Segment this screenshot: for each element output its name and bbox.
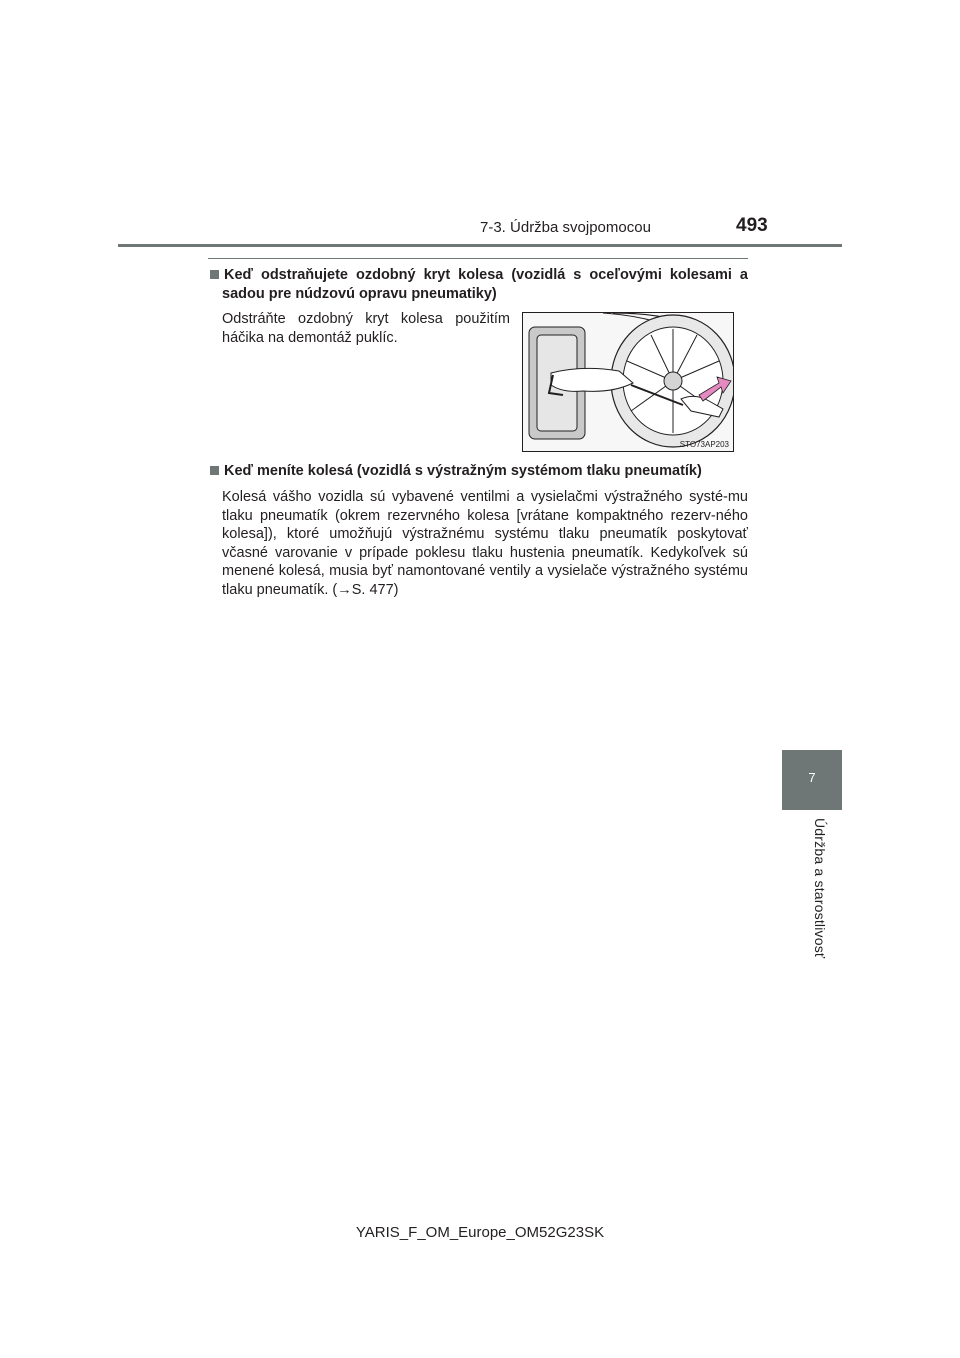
content-top-rule — [208, 258, 748, 259]
square-bullet-icon — [210, 270, 219, 279]
chapter-number: 7 — [808, 770, 816, 785]
section-body-text: Odstráňte ozdobný kryt kolesa použitím háčika na demontáž puklíc. — [222, 311, 510, 346]
section-heading — [210, 266, 748, 304]
chapter-tab — [782, 750, 842, 810]
wheel-cap-removal-figure — [522, 312, 734, 452]
chapter-title: Údržba a starostlivosť — [812, 818, 828, 959]
wheel-cap-removal-icon — [523, 313, 733, 451]
section-heading-text: Keď odstraňujete ozdobný kryt kolesa (vozidlá s oceľovými kolesami a sadou pre núdzovú opravu pneumatiky) — [222, 267, 748, 302]
section-wheel-cap-body — [210, 310, 510, 347]
header-section-title: 7-3. Údržba svojpomocou — [480, 219, 651, 236]
section-heading — [210, 462, 748, 481]
section-heading-text: Keď meníte kolesá (vozidlá s výstražným systémom tlaku pneumatík) — [224, 463, 702, 479]
section-tire-pressure — [210, 462, 748, 599]
header-rule — [118, 244, 842, 247]
figure-caption: STO73AP203 — [679, 440, 729, 449]
footer-doc-id: YARIS_F_OM_Europe_OM52G23SK — [355, 1224, 605, 1241]
section-body-text: Kolesá vášho vozidla sú vybavené ventilmi a vysielačmi výstražného systé-mu tlaku pneumatík (okrem rezervného kolesa [vrátane kompaktného rezerv-ného kolesa]), ktoré umožňujú výstražnému systému tlaku pneumatík poskytovať včasné varovanie v prípade poklesu tlaku hustenia pneumatík. Kedykoľvek sú menené kolesá, musia byť namontované ventily a vysielače výstražného systému tlaku pneumatík. (→S. 477) — [222, 489, 748, 598]
section-wheel-cap — [210, 266, 748, 304]
square-bullet-icon — [210, 466, 219, 475]
page-number: 493 — [736, 215, 768, 236]
